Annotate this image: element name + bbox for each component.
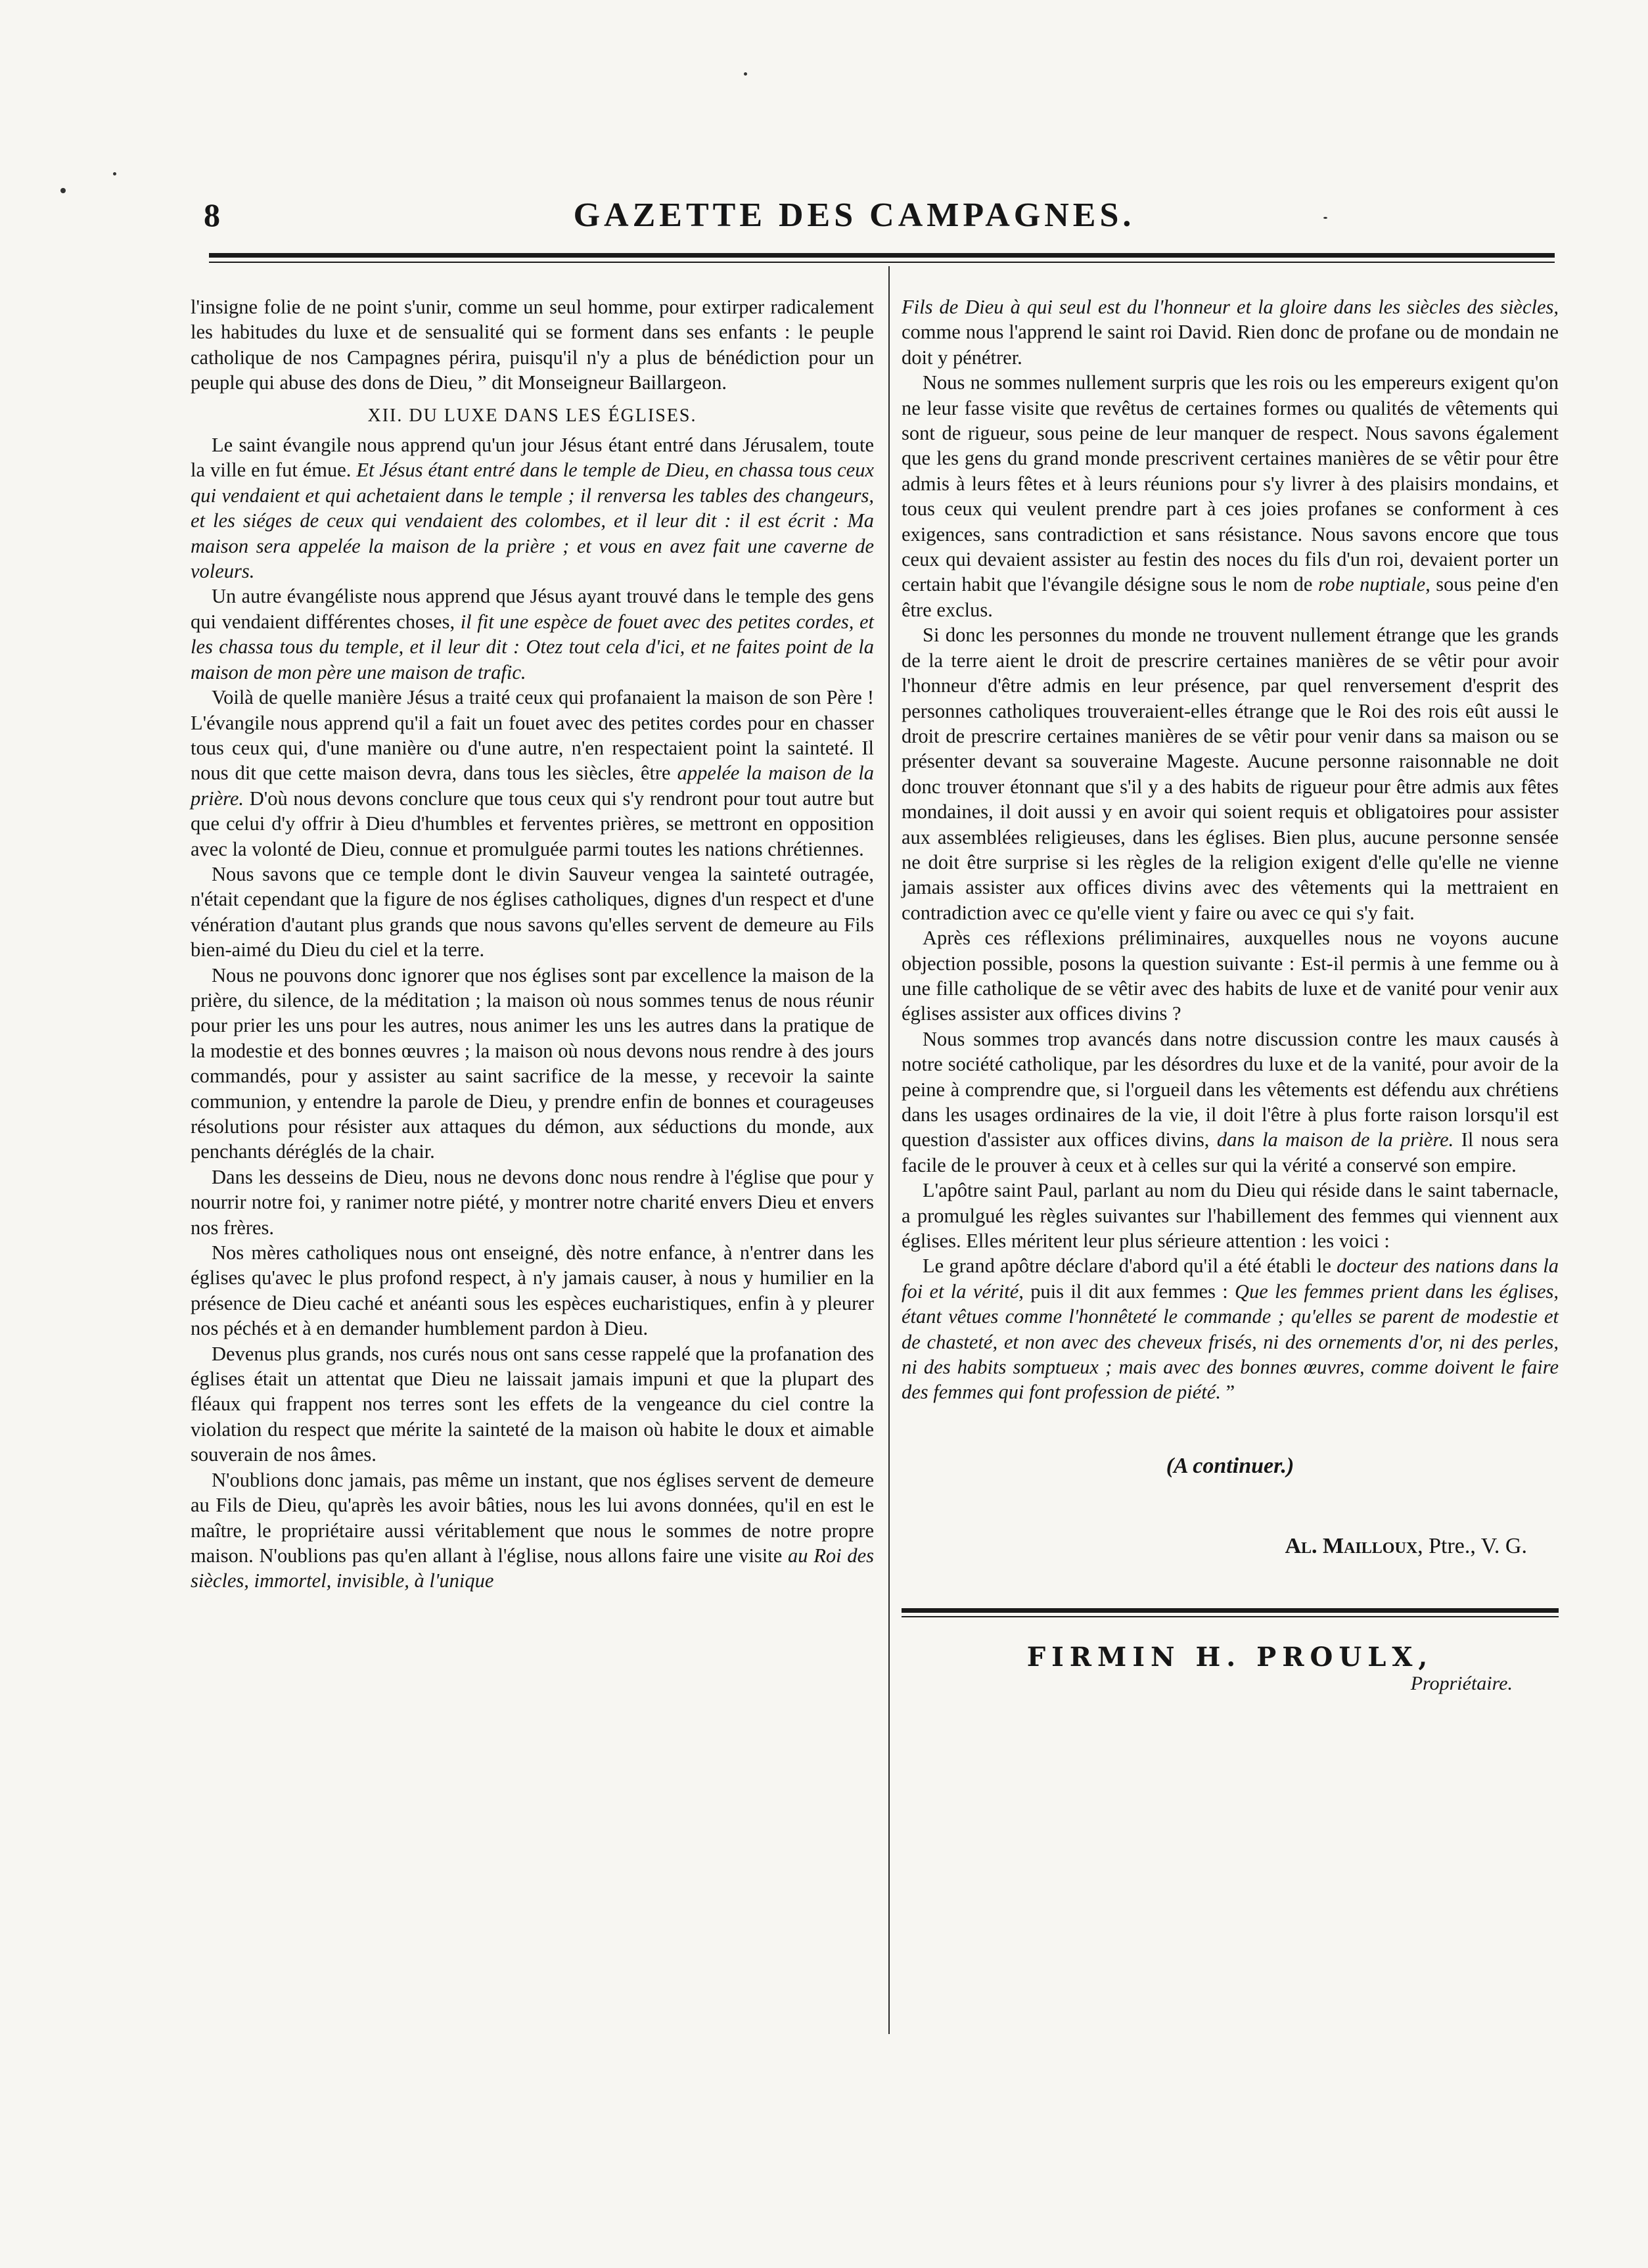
paragraph: Nous ne sommes nullement surpris que les rois ou les empereurs exigent qu'on ne leur fasse visite que revêtus de certaines formes ou qualités de vêtements qui sont de rigueur, sous peine de leur manquer de respect. Nous savons également que les gens du grand monde prescrivent certaines manières de se vêtir pour être admis à leurs fêtes et à leurs réunions pour s'y livrer à des plaisirs mondains, et tous ceux qui veulent prendre part à ces joies profanes se conforment à ces exigences, sans contradiction et sans résistance. Nous savons encore que tous ceux qui devaient assister au festin des noces du fils d'un roi, devaient porter un certain habit que l'évangile désigne sous le nom de robe nuptiale, sous peine d'en être exclus. [902, 371, 1559, 621]
right-column [902, 294, 1559, 1697]
signature-name: Al. Mailloux [1285, 1534, 1418, 1559]
masthead-title: GAZETTE DES CAMPAGNES. [573, 197, 1135, 234]
paragraph: N'oublions donc jamais, pas même un instant, que nos églises servent de demeure au Fils de Dieu, qu'après les avoir bâties, nous les lui avons données, qu'il en est le maître, le propriétaire aussi véritablement que nous le sommes de notre propre maison. N'oublions pas qu'en allant à l'église, nous allons faire une visite au Roi des siècles, immortel, invisible, à l'unique [191, 1468, 874, 1592]
ink-speck [744, 72, 747, 76]
paragraph: Dans les desseins de Dieu, nous ne devons donc nous rendre à l'église que pour y nourrir notre foi, y ranimer notre piété, y montrer notre charité envers Dieu et envers nos frères. [191, 1165, 874, 1239]
column-divider [888, 266, 890, 2034]
paragraph: Un autre évangéliste nous apprend que Jésus ayant trouvé dans le temple des gens qui vendaient différentes choses, il fit une espèce de fouet avec des petites cordes, et les chassa tous du temple, et il leur dit : Otez tout cela d'ici, et ne faites point de la maison de mon père une maison de trafic. [191, 585, 874, 683]
signature [902, 1534, 1559, 1559]
page-header [191, 196, 1518, 235]
paragraph: Nous savons que ce temple dont le divin Sauveur vengea la sainteté outragée, n'était cependant que la figure de nos églises catholiques, dignes d'un respect et d'une vénération d'autant plus grands que nous savons qu'elles servent de demeure au Fils bien-aimé du Dieu du ciel et la terre. [191, 862, 874, 961]
paragraph: Voilà de quelle manière Jésus a traité ceux qui profanaient la maison de son Père ! L'évangile nous apprend qu'il a fait un fouet avec des petites cordes pour en chasser tous ceux qui, d'une manière ou d'une autre, n'en respectaient point la sainteté. Il nous dit que cette maison devra, dans tous les siècles, être appelée la maison de la prière. D'où nous devons conclure que tous ceux qui s'y rendront pour tout autre but que celui d'y offrir à Dieu d'humbles et ferventes prières, se mettront en opposition avec la volonté de Dieu, connue et promulguée parmi toutes les nations chrétiennes. [191, 686, 874, 860]
paragraph: L'apôtre saint Paul, parlant au nom du Dieu qui réside dans le saint tabernacle, a promulgué les règles suivantes sur l'habillement des femmes qui viennent aux églises. Elles méritent leur plus sérieure attention : les voici : [902, 1179, 1559, 1253]
left-column [191, 294, 874, 1594]
paragraph: l'insigne folie de ne point s'unir, comme un seul homme, pour extirper radicalement les habitudes du luxe et de sensualité qui se forment dans ses enfants : le peuple catholique de nos Campagnes périra, puisqu'il n'y a plus de bénédiction pour un peuple qui abuse des dons de Dieu, ” dit Monseigneur Baillargeon. [191, 296, 874, 394]
section-heading: XII. DU LUXE DANS LES ÉGLISES. [367, 405, 697, 426]
closing-rule-thin [902, 1616, 1559, 1617]
header-rule-thin [209, 262, 1555, 263]
paragraph: Après ces réflexions préliminaires, auxquelles nous ne voyons aucune objection possible, posons la question suivante : Est-il permis à une femme ou à une fille catholique de se vêtir avec des habits de luxe et de vanité pour venir aux églises assister aux offices divins ? [902, 927, 1559, 1025]
proprietor-title: Propriétaire. [1410, 1673, 1513, 1695]
proprietor-name: FIRMIN H. PROULX, [1026, 1641, 1434, 1673]
paragraph: Nous sommes trop avancés dans notre discussion contre les maux causés à notre société catholique, par les désordres du luxe et de la vanité, pour avoir de la peine à comprendre que, si l'orgueil dans les vêtements est défendu aux chrétiens dans les usages ordinaires de la vie, il doit l'être à plus forte raison lorsqu'il est question d'assister aux offices divins, dans la maison de la prière. Il nous sera facile de le prouver à ceux et à celles sur qui la vérité a conservé son empire. [902, 1027, 1559, 1176]
paragraph: Fils de Dieu à qui seul est du l'honneur et la gloire dans les siècles des siècles, comme nous l'apprend le saint roi David. Rien donc de profane ou de mondain ne doit y pénétrer. [902, 296, 1559, 369]
ink-speck [60, 188, 66, 193]
page-number: 8 [204, 197, 220, 233]
closing-rule-thick [902, 1608, 1559, 1613]
paragraph: Le grand apôtre déclare d'abord qu'il a été établi le docteur des nations dans la foi et la vérité, puis il dit aux femmes : Que les femmes prient dans les églises, étant vêtues comme l'honnêteté le commande ; qu'elles se parent de modestie et de chasteté, et non avec des cheveux frisés, ni des ornements d'or, ni des perles, ni des habits somptueux ; mais avec des bonnes œuvres, comme doivent le faire des femmes qui font profession de piété. ” [902, 1255, 1559, 1404]
paragraph: Nous ne pouvons donc ignorer que nos églises sont par excellence la maison de la prière, du silence, de la méditation ; la maison où nous sommes tenus de nous réunir pour prier les uns pour les autres, nous animer les uns les autres dans la pratique de la modestie et des bonnes œuvres ; la maison où nous devons nous rendre à des jours commandés, pour y assister au saint sacrifice de la messe, y recevoir la sainte communion, y entendre la parole de Dieu, y prendre enfin de bonnes et courageuses résolutions pour résister aux attaques du démon, aux séductions du monde, aux penchants déréglés de la chair. [191, 963, 874, 1163]
paragraph: Si donc les personnes du monde ne trouvent nullement étrange que les grands de la terre aient le droit de prescrire certaines manières de se vêtir pour avoir l'honneur d'être admis en leur présence, par quel renversement d'esprit des personnes catholiques trouveraient-elles étrange que le Roi des rois eût aussi le droit de prescrire certaines manières de se vêtir pour venir dans sa maison ou se présenter devant sa souveraine Mageste. Aucune personne raisonnable ne doit donc trouver étonnant que s'il y a des habits de rigueur pour être admis aux fêtes mondaines, il doit aussi y en avoir qui soient requis et obligatoires pour assister aux assemblées religieuses, dans les églises. Bien plus, aucune personne sensée ne doit être surprise si les règles de la religion exigent d'elle qu'elle ne vienne jamais assister aux offices divins avec des vêtements qui la mettraient en contradiction avec ce qu'elle vient y faire ou avec ce qui s'y fait. [902, 624, 1559, 924]
paragraph: Nos mères catholiques nous ont enseigné, dès notre enfance, à n'entrer dans les églises qu'avec le plus profond respect, à n'y jamais causer, à nous y humilier en la présence de Dieu caché et anéanti sous les espèces eucharistiques, enfin à y pleurer nos péchés et à en demander humblement pardon à Dieu. [191, 1241, 874, 1340]
paragraph: Le saint évangile nous apprend qu'un jour Jésus étant entré dans Jérusalem, toute la ville en fut émue. Et Jésus étant entré dans le temple de Dieu, en chassa tous ceux qui vendaient et qui achetaient dans le temple ; il renversa les tables des changeurs, et les siéges de ceux qui vendaient des colombes, et il leur dit : il est écrit : Ma maison sera appelée la maison de la prière ; et vous en avez fait une caverne de voleurs. [191, 434, 874, 583]
header-rule-thick [209, 253, 1555, 258]
ink-speck [1323, 217, 1327, 219]
ink-speck [113, 172, 116, 175]
to-be-continued: (A continuer.) [1166, 1453, 1294, 1478]
paragraph: Devenus plus grands, nos curés nous ont sans cesse rappelé que la profanation des églises était un attentat que Dieu ne laissait jamais impuni et que la plupart des fléaux qui frappent nos terres sont les effets de la vengeance du ciel contre la violation du respect que mérite la sainteté de la maison où habite le doux et aimable souverain de nos âmes. [191, 1342, 874, 1466]
signature-suffix: , Ptre., V. G. [1417, 1534, 1527, 1559]
